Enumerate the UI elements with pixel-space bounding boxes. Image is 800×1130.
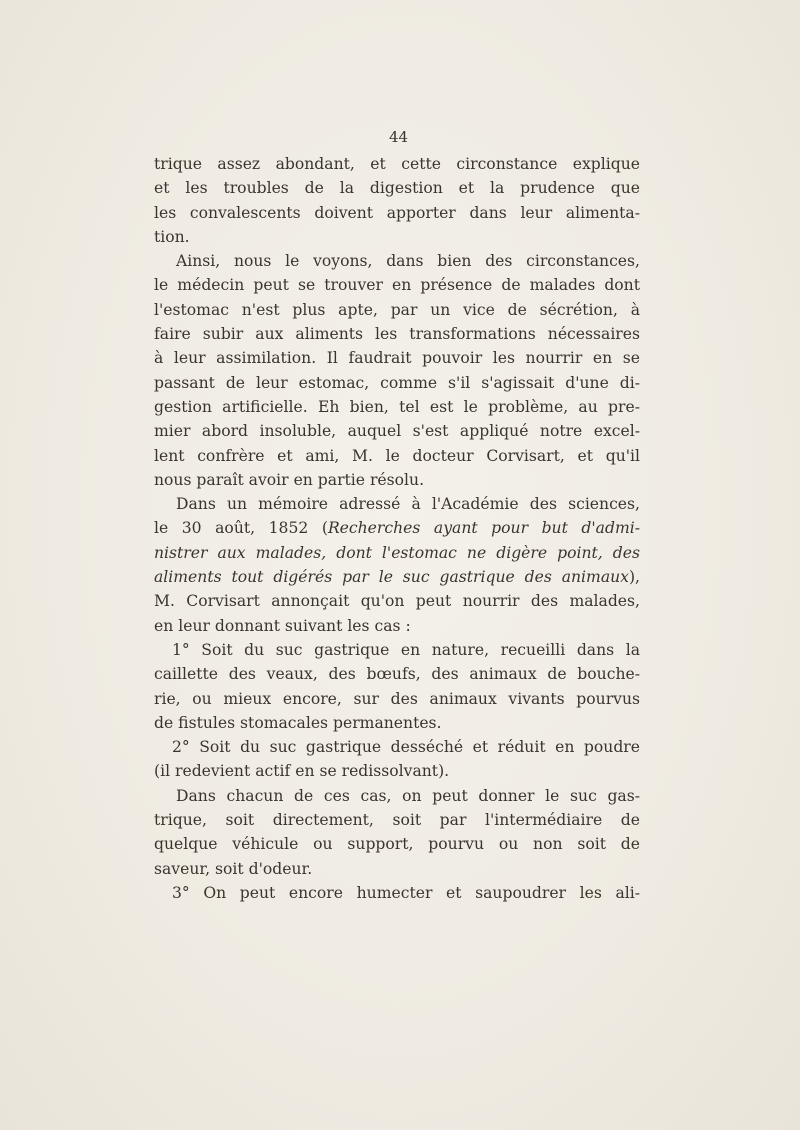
- text-line-roman: le médecin peut se trouver en présence de malades dont: [154, 276, 640, 295]
- text-line-roman: saveur, soit d'odeur.: [154, 859, 313, 878]
- text-line: [154, 395, 640, 419]
- text-line: [154, 832, 640, 856]
- text-line-roman: Ainsi, nous le voyons, dans bien des circonstances,: [176, 252, 640, 271]
- text-line: [154, 298, 640, 322]
- text-line: [154, 759, 640, 783]
- text-line-roman: Dans un mémoire adressé à l'Académie des sciences,: [176, 495, 640, 514]
- text-line: [154, 565, 640, 589]
- text-line: [154, 808, 640, 832]
- text-line-roman: l'estomac n'est plus apte, par un vice de sécrétion, à: [154, 300, 640, 319]
- text-line-italic: aliments tout digérés par le suc gastrique des animaux: [154, 568, 629, 587]
- text-line-roman: en leur donnant suivant les cas :: [154, 616, 411, 635]
- text-line: [154, 273, 640, 297]
- text-line-roman: 2° Soit du suc gastrique desséché et réduit en poudre: [172, 738, 640, 757]
- text-line: [154, 857, 640, 881]
- text-line-roman: nous paraît avoir en partie résolu.: [154, 470, 425, 489]
- text-line-roman: caillette des veaux, des bœufs, des animaux de bouche-: [154, 665, 640, 684]
- text-line: [154, 201, 640, 225]
- text-line-italic: Recherches ayant pour but d'admi-: [327, 519, 640, 538]
- text-line: [154, 249, 640, 273]
- text-line-italic: nistrer aux malades, dont l'estomac ne digère point, des: [154, 543, 640, 562]
- text-line-roman: à leur assimilation. Il faudrait pouvoir les nourrir en se: [154, 349, 640, 368]
- text-line-roman: 1° Soit du suc gastrique en nature, recueilli dans la: [172, 640, 640, 659]
- text-line-roman: trique, soit directement, soit par l'intermédiaire de: [154, 811, 640, 830]
- text-line-roman: et les troubles de la digestion et la prudence que: [154, 179, 640, 198]
- text-line-roman: de fistules stomacales permanentes.: [154, 713, 442, 732]
- text-line-roman: quelque véhicule ou support, pourvu ou non soit de: [154, 835, 640, 854]
- text-line: [154, 881, 640, 905]
- body-text: [154, 152, 640, 905]
- text-line-roman: gestion artificielle. Eh bien, tel est le problème, au pre-: [154, 397, 640, 416]
- text-line: [154, 346, 640, 370]
- text-line: [154, 225, 640, 249]
- text-line: [154, 492, 640, 516]
- text-line-roman: trique assez abondant, et cette circonstance explique: [154, 155, 640, 173]
- text-line: [154, 371, 640, 395]
- text-line-roman: lent confrère et ami, M. le docteur Corvisart, et qu'il: [154, 446, 640, 465]
- text-line-roman: tion.: [154, 227, 190, 246]
- text-line: [154, 516, 640, 540]
- text-line: [154, 711, 640, 735]
- text-line-tail: ),: [628, 568, 640, 587]
- text-line-roman: les convalescents doivent apporter dans leur alimenta-: [154, 203, 640, 222]
- page-number: 44: [389, 128, 409, 146]
- text-line: [154, 419, 640, 443]
- text-line: [154, 735, 640, 759]
- text-line: [154, 541, 640, 565]
- text-line: [154, 152, 640, 176]
- text-line-roman: rie, ou mieux encore, sur des animaux vivants pourvus: [154, 689, 640, 708]
- text-line-roman: 3° On peut encore humecter et saupoudrer les ali-: [172, 883, 640, 902]
- text-line: [154, 176, 640, 200]
- text-line: [154, 614, 640, 638]
- text-line-roman: mier abord insoluble, auquel s'est appliqué notre excel-: [154, 422, 640, 441]
- text-line: [154, 638, 640, 662]
- text-line: [154, 322, 640, 346]
- text-line: [154, 687, 640, 711]
- text-line: [154, 784, 640, 808]
- text-line-roman: (il redevient actif en se redissolvant).: [154, 762, 450, 781]
- text-line-roman: le 30 août, 1852 (: [154, 519, 328, 538]
- text-line: [154, 662, 640, 686]
- text-line: [154, 468, 640, 492]
- text-line-roman: M. Corvisart annonçait qu'on peut nourrir des malades,: [154, 592, 640, 611]
- text-line-roman: Dans chacun de ces cas, on peut donner le suc gas-: [176, 786, 640, 805]
- text-line-roman: faire subir aux aliments les transformations nécessaires: [154, 325, 640, 344]
- text-line: [154, 589, 640, 613]
- text-line-roman: passant de leur estomac, comme s'il s'agissait d'une di-: [154, 373, 640, 392]
- text-line: [154, 444, 640, 468]
